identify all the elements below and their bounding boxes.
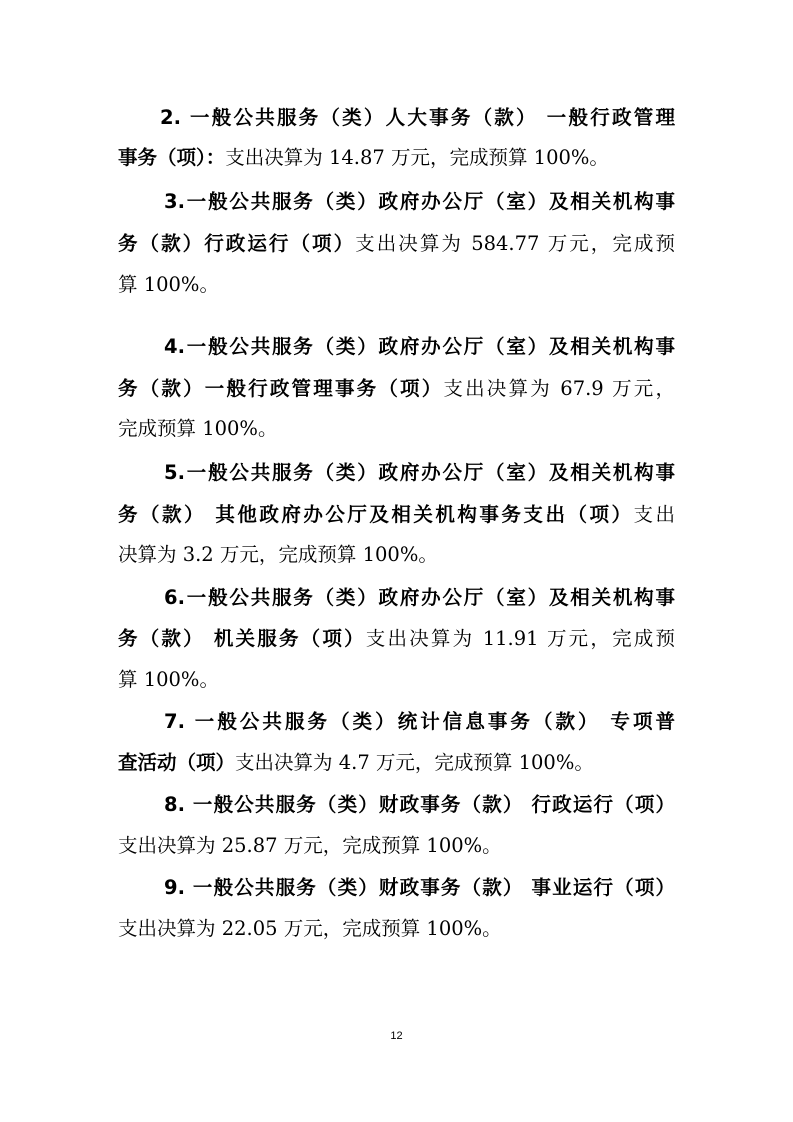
paragraph-3-line-3 [118,267,675,303]
bold-text: 6.一般公共服务（类）政府办公厅（室）及相关机构事 [164,586,675,609]
body-text: 支出决算为 14.87 万元，完成预算 100%。 [225,146,609,169]
body-text: 算 100%。 [118,668,219,691]
paragraph-2-line-1 [160,100,675,136]
paragraph-7-line-1 [164,704,675,740]
paragraph-9-line-1 [164,870,675,906]
bold-text: 务（款） 其他政府办公厅及相关机构事务支出（项） [118,503,634,526]
body-text: 支出决算为 584.77 万元，完成预 [355,232,675,255]
paragraph-5-line-3 [118,537,675,573]
bold-text: 9. 一般公共服务（类）财政事务（款） 事业运行（项） [164,876,675,899]
paragraph-6-line-2 [118,621,675,657]
body-text: 完成预算 100%。 [118,417,278,440]
paragraph-3-line-2 [118,226,675,262]
bold-text: 务（款）一般行政管理事务（项） [118,377,444,400]
bold-text: 查活动（项） [118,751,236,774]
body-text: 算 100%。 [118,273,219,296]
paragraph-4-line-1 [164,329,675,365]
paragraph-6-line-3 [118,662,675,698]
paragraph-9-line-2 [118,911,675,947]
paragraph-4-line-3 [118,411,675,447]
bold-text: 7. 一般公共服务（类）统计信息事务（款） 专项普 [164,710,675,733]
body-text: 支出决算为 4.7 万元，完成预算 100%。 [235,751,594,774]
body-text: 支出决算为 11.91 万元，完成预 [365,627,675,650]
paragraph-8-line-2 [118,828,675,864]
bold-text: 5.一般公共服务（类）政府办公厅（室）及相关机构事 [164,461,675,484]
bold-text: 4.一般公共服务（类）政府办公厅（室）及相关机构事 [164,335,675,358]
page-number: 12 [390,1030,403,1042]
paragraph-3-line-1 [164,184,675,220]
bold-text: 8. 一般公共服务（类）财政事务（款） 行政运行（项） [164,793,675,816]
paragraph-5-line-1 [164,455,675,491]
body-text: 支出决算为 25.87 万元，完成预算 100%。 [118,834,502,857]
bold-text: 务（款）行政运行（项） [118,232,356,255]
body-text: 支出 [633,503,675,526]
body-text: 支出决算为 22.05 万元，完成预算 100%。 [118,917,502,940]
bold-text: 2. 一般公共服务（类）人大事务（款） 一般行政管理 [160,106,675,129]
bold-text: 3.一般公共服务（类）政府办公厅（室）及相关机构事 [164,190,675,213]
paragraph-8-line-1 [164,787,675,823]
paragraph-6-line-1 [164,580,675,616]
body-text: 决算为 3.2 万元，完成预算 100%。 [118,543,438,566]
paragraph-2-line-2 [118,140,675,176]
paragraph-4-line-2 [118,371,675,407]
body-text: 支出决算为 67.9 万元， [443,377,675,400]
bold-text: 务（款） 机关服务（项） [118,627,366,650]
bold-text: 事务（项）： [118,146,226,169]
paragraph-7-line-2 [118,745,675,781]
paragraph-5-line-2 [118,497,675,533]
